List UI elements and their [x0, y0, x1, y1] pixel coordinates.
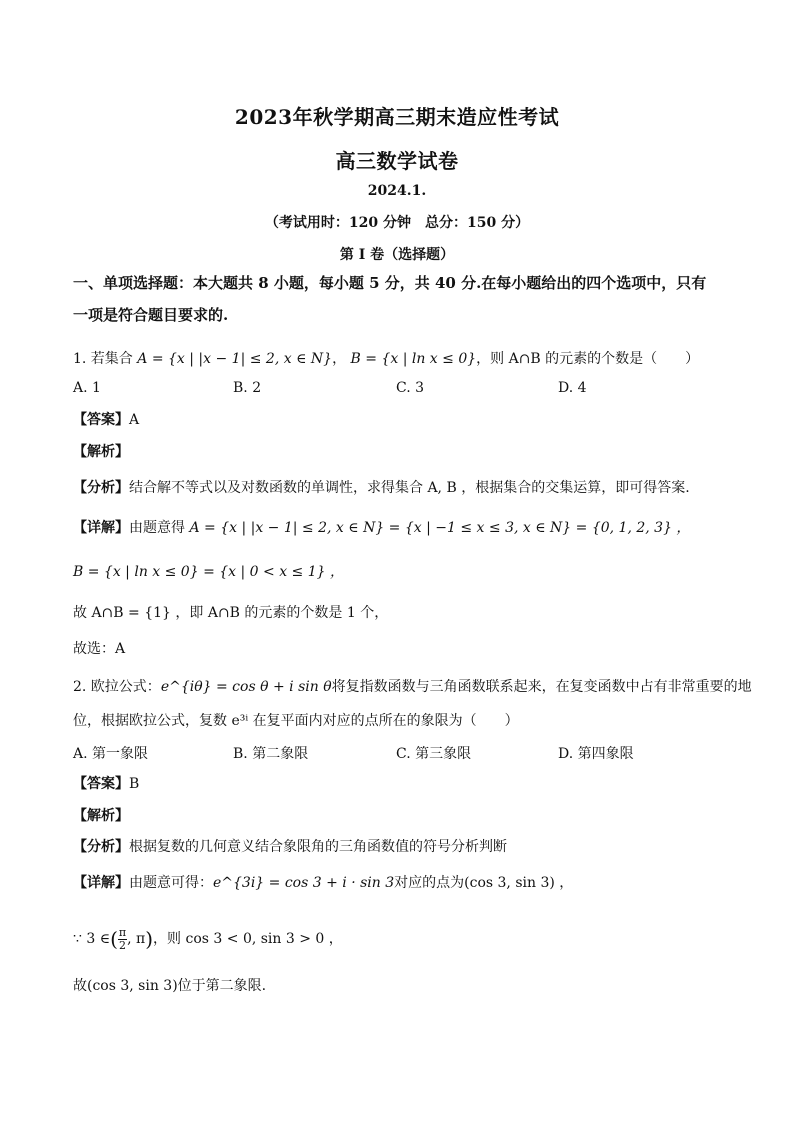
q1-answer-value: A [129, 412, 140, 428]
q2-step3-lead: 故 [73, 978, 87, 994]
q1-xiangjie [73, 518, 723, 538]
q1-comma: ， [332, 351, 347, 367]
q1-fenxi-tag: 【分析】 [73, 480, 129, 496]
part-heading: 第 I 卷（选择题） [339, 247, 455, 263]
q1-answer-tag: 【答案】 [73, 412, 129, 428]
q2-answer-tag: 【答案】 [73, 776, 129, 792]
q2-frac-den: 2 [119, 938, 126, 952]
q2-step1-formula: e^{3i} = cos 3 + i · sin 3 [213, 875, 395, 891]
exam-info: （考试用时：120 分钟 总分：150 分） [264, 215, 530, 231]
q2-fenxi [73, 837, 723, 857]
q1-xiangjie-tag: 【详解】 [73, 520, 129, 536]
q2-option-a: A. 第一象限 [73, 746, 149, 762]
q2-pi-over-2 [118, 927, 127, 952]
q1-step3: 故 A∩B = {1} ，即 A∩B 的元素的个数是 1 个， [73, 605, 389, 621]
q1-option-c: C. 3 [396, 380, 425, 396]
q1-option-a: A. 1 [73, 380, 101, 396]
q2-step1-rest: 对应的点为 [394, 875, 465, 891]
section-heading-line1: 一、单项选择题：本大题共 8 小题，每小题 5 分，共 40 分.在每小题给出的四个选项中，只有 [73, 274, 707, 292]
q2-xiangjie [73, 873, 723, 893]
q1-step2: B = {x | ln x ≤ 0} = {x | 0 < x ≤ 1} ， [73, 564, 345, 580]
q2-option-c: C. 第三象限 [396, 746, 472, 762]
q2-answer-value: B [129, 776, 140, 792]
q1-number: 1. 若集合 [73, 351, 133, 367]
q1-option-b: B. 2 [233, 380, 262, 396]
section-heading-line2: 一项是符合题目要求的. [73, 306, 229, 324]
q2-step1-point: (cos 3, sin 3) ， [464, 875, 574, 891]
q1-ask: ，则 A∩B 的元素的个数是（ ） [476, 351, 700, 367]
q1-xiangjie-lead: 由题意得 [129, 520, 185, 536]
q2-fenxi-tag: 【分析】 [73, 839, 129, 855]
q1-option-d: D. 4 [558, 380, 587, 396]
q2-answer [73, 774, 723, 794]
q2-stem-line2: 位，根据欧拉公式，复数 e³ⁱ 在复平面内对应的点所在的象限为（ ） [73, 713, 519, 729]
q2-step2-pre: ∵ 3 ∈ [73, 931, 111, 947]
q2-intro: 2. 欧拉公式： [73, 679, 161, 695]
q1-answer [73, 410, 723, 430]
q1-fenxi [73, 478, 723, 498]
q1-set-b: B = {x | ln x ≤ 0} [350, 351, 477, 367]
q1-analysis-tag: 【解析】 [73, 444, 129, 460]
q2-analysis-tag: 【解析】 [73, 808, 129, 824]
q2-stem-line1 [73, 677, 752, 697]
q1-stem [73, 349, 723, 369]
q2-right-paren: ) [145, 927, 154, 951]
q2-fenxi-text: 根据复数的几何意义结合象限角的三角函数值的符号分析判断 [129, 839, 507, 855]
exam-date: 2024.1. [367, 183, 427, 199]
q2-euler-formula: e^{iθ} = cos θ + i sin θ [160, 679, 332, 695]
q2-step3 [73, 976, 723, 996]
q2-left-paren: ( [110, 927, 118, 951]
q2-interval-tail: , π [127, 931, 146, 947]
q1-step1: A = {x | |x − 1| ≤ 2, x ∈ N} = {x | −1 ≤ x ≤ 3, x ∈ N} = {0, 1, 2, 3} ， [189, 520, 691, 536]
q1-choose: 故选：A [73, 641, 126, 657]
q2-option-d: D. 第四象限 [558, 746, 634, 762]
q2-option-b: B. 第二象限 [233, 746, 309, 762]
q2-xiangjie-lead: 由题意可得： [129, 875, 213, 891]
q2-step3-point: (cos 3, sin 3) [87, 978, 178, 994]
q2-step3-text: 位于第二象限. [177, 978, 267, 994]
q2-step2 [73, 924, 723, 954]
q1-fenxi-text: 结合解不等式以及对数函数的单调性，求得集合 A, B ，根据集合的交集运算，即可得答案. [129, 480, 690, 496]
q2-intro-rest: 将复指数函数与三角函数联系起来，在复变函数中占有非常重要的地 [331, 679, 752, 695]
q2-step2-rest: ，则 cos 3 < 0, sin 3 > 0 ， [153, 931, 343, 947]
exam-subtitle: 高三数学试卷 [335, 149, 459, 173]
q1-set-a: A = {x | |x − 1| ≤ 2, x ∈ N} [137, 351, 333, 367]
exam-title: 2023年秋学期高三期末造应性考试 [234, 105, 560, 129]
q2-xiangjie-tag: 【详解】 [73, 875, 129, 891]
q2-frac-num: π [118, 925, 127, 939]
